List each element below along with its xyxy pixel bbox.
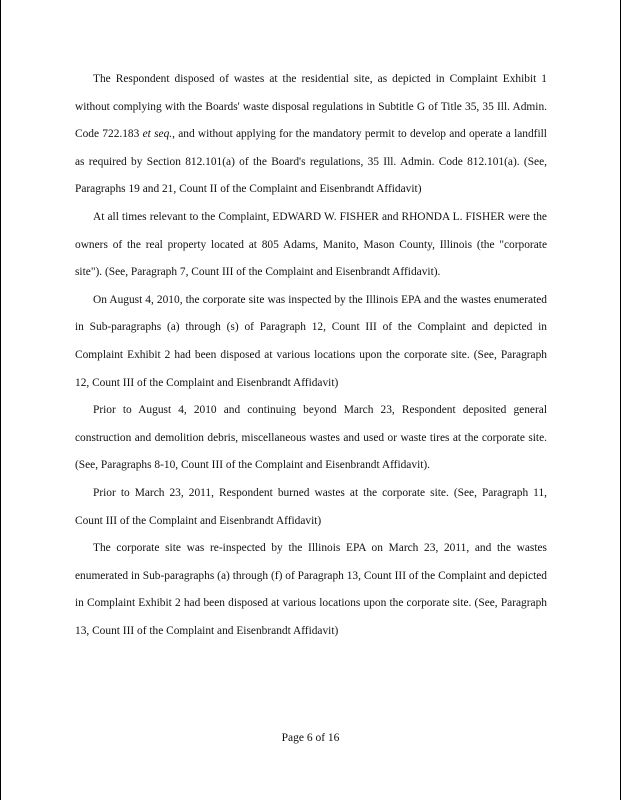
paragraph-residential-site-disposal <box>75 66 547 204</box>
italic-citation: et seq. <box>142 128 173 141</box>
paragraph-august-inspection: On August 4, 2010, the corporate site was inspected by the Illinois EPA and the wastes enumerated in Sub-paragraphs (a) through (s) of Paragraph 12, Count III of the Complaint and depicted in Complaint Exhibit 2 had been disposed at various locations upon the corporate site. (See, Paragraph 12, Count III of the Complaint and Eisenbrandt Affidavit) <box>75 293 547 389</box>
page-separator: of <box>312 732 328 744</box>
paragraph-march-reinspection: The corporate site was re-inspected by the Illinois EPA on March 23, 2011, and the wastes enumerated in Sub-paragraphs (a) through (f) of Paragraph 13, Count III of the Complaint and depicted in Complaint Exhibit 2 had been disposed at various locations upon the corporate site. (See, Paragraph 13, Count III of the Complaint and Eisenbrandt Affidavit) <box>75 542 547 637</box>
paragraph-property-owners: At all times relevant to the Complaint, EDWARD W. FISHER and RHONDA L. FISHER were the owners of the real property located at 805 Adams, Manito, Mason County, Illinois (the "corporate site"). (See, Paragraph 7, Count III of the Complaint and Eisenbrandt Affidavit). <box>75 210 547 279</box>
paragraph-burned-wastes: Prior to March 23, 2011, Respondent burned wastes at the corporate site. (See, Paragraph 11, Count III of the Complaint and Eisenbrandt Affidavit) <box>75 486 547 527</box>
page-label: Page <box>281 732 307 744</box>
paragraph-deposited-debris: Prior to August 4, 2010 and continuing beyond March 23, Respondent deposited general construction and demolition debris, miscellaneous wastes and used or waste tires at the corporate site. (See, Paragraphs 8-10, Count III of the Complaint and Eisenbrandt Affidavit). <box>75 404 547 472</box>
total-page-count: 16 <box>327 732 340 744</box>
paragraph-text: The Respondent disposed of wastes at the residential site, as depicted in Complaint Exhibit 1 without complying with the Boards' waste disposal regulations in Subtitle G of Title 35, 35 Ill. Admin. Code 722.183 <box>75 73 547 141</box>
page-left-border <box>0 0 1 800</box>
paragraph-text: , and without applying for the mandatory permit to develop and operate a landfill as required by Section 812.101(a) of the Board's regulations, 35 Ill. Admin. Code 812.101(a). (See, Paragraphs 19 and 21, Count II of the Complaint and Eisenbrandt Affidavit) <box>75 128 547 196</box>
document-body <box>75 66 547 645</box>
page-number-footer <box>0 732 621 744</box>
current-page-number: 6 <box>306 732 313 744</box>
